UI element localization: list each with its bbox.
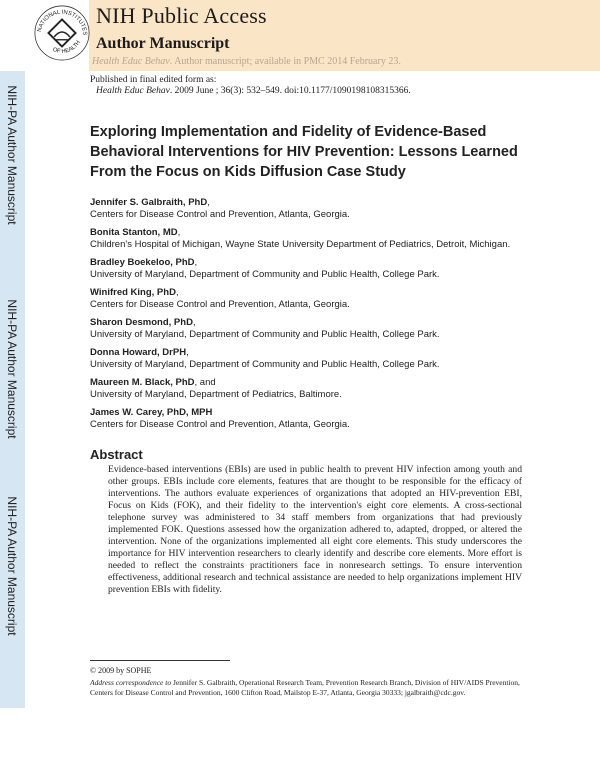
author-name: James W. Carey, PhD, MPH <box>90 407 213 418</box>
correspondence-text: Jennifer S. Galbraith, Operational Research Team, Prevention Research Branch, Division of HIV/AIDS Prevention, Centers for Disease Control and Prevention, 1600 Clifton Road, Mailstop E-37, Atlanta, Georgia 30333; jgalbraith@cdc.gov. <box>90 678 520 697</box>
author-manuscript-label: Author Manuscript <box>96 35 230 52</box>
svg-text:NATIONAL INSTITUTES: NATIONAL INSTITUTES <box>36 9 88 36</box>
author-name: Sharon Desmond, PhD <box>90 317 193 328</box>
citation-line <box>96 86 411 96</box>
author-name: Maureen M. Black, PhD <box>90 377 195 388</box>
author-name-line <box>90 407 540 419</box>
availability-text: . Author manuscript; available in PMC 2014 February 23. <box>169 56 401 67</box>
abstract-heading: Abstract <box>90 447 143 462</box>
author-list <box>90 197 540 437</box>
author-entry <box>90 197 540 221</box>
author-name: Winifred King, PhD <box>90 287 176 298</box>
author-name-line <box>90 287 540 299</box>
correspondence-note <box>90 678 530 698</box>
author-name-suffix: , and <box>194 377 216 388</box>
author-affiliation: University of Maryland, Department of Pediatrics, Baltimore. <box>90 389 342 400</box>
author-affiliation: Children's Hospital of Michigan, Wayne State University Department of Pediatrics, Detroit, Michigan. <box>90 239 511 250</box>
article-title: Exploring Implementation and Fidelity of Evidence-Based Behavioral Interventions for HIV Prevention: Lessons Learned From the Focus on Kids Diffusion Case Study <box>90 124 518 180</box>
author-affiliation: University of Maryland, Department of Community and Public Health, College Park. <box>90 359 440 370</box>
author-name-line <box>90 227 540 239</box>
published-in-line: Published in final edited form as: <box>90 75 217 85</box>
author-name: Donna Howard, DrPH <box>90 347 187 358</box>
availability-journal: Health Educ Behav <box>92 56 170 67</box>
author-name-suffix: , <box>192 317 196 328</box>
author-name-line <box>90 197 540 209</box>
author-entry <box>90 227 540 251</box>
author-entry <box>90 287 540 311</box>
footnote-divider <box>90 660 230 661</box>
author-entry <box>90 347 540 371</box>
author-name: Jennifer S. Galbraith, PhD <box>90 197 208 208</box>
author-entry <box>90 257 540 281</box>
author-affiliation: University of Maryland, Department of Community and Public Health, College Park. <box>90 269 440 280</box>
author-affiliation: University of Maryland, Department of Community and Public Health, College Park. <box>90 329 440 340</box>
author-affiliation: Centers for Disease Control and Prevention, Atlanta, Georgia. <box>90 299 350 310</box>
copyright-note: © 2009 by SOPHE <box>90 666 152 675</box>
author-name-suffix: , <box>207 197 210 208</box>
nih-seal-icon <box>33 4 91 62</box>
author-name-suffix: , <box>186 347 189 358</box>
side-watermark-3: NIH-PA Author Manuscript <box>5 496 19 636</box>
author-name: Bradley Boekeloo, PhD <box>90 257 195 268</box>
left-margin-bar <box>0 71 25 708</box>
availability-note <box>92 56 401 67</box>
author-entry <box>90 377 540 401</box>
author-name-line <box>90 347 540 359</box>
side-watermark-2: NIH-PA Author Manuscript <box>5 299 19 439</box>
author-entry <box>90 407 540 431</box>
citation-journal: Health Educ Behav <box>96 86 170 96</box>
author-name-line <box>90 377 540 389</box>
author-affiliation: Centers for Disease Control and Prevention, Atlanta, Georgia. <box>90 209 350 220</box>
author-name-line <box>90 317 540 329</box>
abstract-body: Evidence-based interventions (EBIs) are used in public health to prevent HIV infection among youth and other groups. EBIs include core elements, features that are thought to be responsible for the efficacy of interventions. The authors evaluate experiences of organizations that adopted an HIV-prevention EBI, Focus on Kids (FOK), and their fidelity to the intervention's eight core elements. A cross-sectional telephone survey was administered to 34 staff members from organizations that had previously implemented FOK. Questions assessed how the organization adhered to, adapted, dropped, or altered the intervention. None of the organizations implemented all eight core elements. This study underscores the importance for HIV intervention researchers to clearly identify and describe core elements. More effort is needed to reflect the constraints practitioners face in nonresearch settings. To ensure intervention effectiveness, additional research and technical assistance are needed to help organizations implement HIV prevention EBIs with fidelity. <box>108 464 522 595</box>
author-name-suffix: , <box>194 257 198 268</box>
author-entry <box>90 317 540 341</box>
author-name-suffix: , <box>177 227 181 238</box>
citation-text: . 2009 June ; 36(3): 532–549. doi:10.1177/1090198108315366. <box>169 86 411 96</box>
author-name: Bonita Stanton, MD <box>90 227 178 238</box>
side-watermark-1: NIH-PA Author Manuscript <box>5 85 19 225</box>
nih-public-access-title: NIH Public Access <box>96 3 267 28</box>
correspondence-label: Address correspondence to <box>90 678 172 687</box>
svg-text:OF HEALTH: OF HEALTH <box>51 39 82 56</box>
author-name-line <box>90 257 540 269</box>
author-affiliation: Centers for Disease Control and Prevention, Atlanta, Georgia. <box>90 419 350 430</box>
author-name-suffix: , <box>175 287 179 298</box>
